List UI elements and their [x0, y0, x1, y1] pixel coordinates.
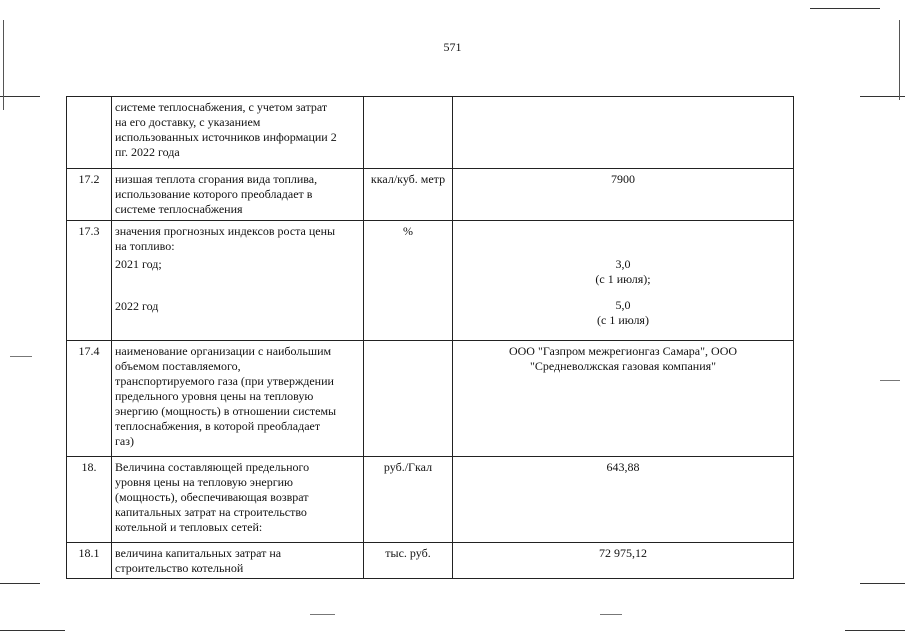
row-name-line: пг. 2022 года [115, 145, 180, 159]
row-value-line: ООО "Газпром межрегионгаз Самара", ООО [508, 344, 738, 358]
row-number-cell: 18.1 [67, 543, 112, 579]
table-row [67, 543, 794, 579]
row-name-cell [112, 341, 364, 457]
scan-speck [10, 356, 32, 357]
row-unit-cell: руб./Гкал [364, 457, 453, 543]
row-value-line: (с 1 июля); [595, 272, 651, 286]
document-table [66, 96, 794, 579]
row-value-cell [453, 97, 794, 169]
scan-speck [310, 614, 335, 615]
row-unit-cell: тыс. руб. [364, 543, 453, 579]
row-name-line: газ) [115, 434, 134, 448]
row-number-cell [67, 97, 112, 169]
scan-edge-line [3, 20, 4, 110]
row-name-cell [112, 457, 364, 543]
row-name-line: использование которого преобладает в [115, 187, 313, 201]
row-number-cell: 17.3 [67, 221, 112, 341]
row-unit-cell [364, 341, 453, 457]
row-name-line: системе теплоснабжения, с учетом затрат [115, 100, 328, 114]
row-name-line: объемом поставляемого, [115, 359, 241, 373]
row-value-cell [453, 169, 794, 221]
scan-speck [600, 614, 622, 615]
row-name-line: энергию (мощность) в отношении системы [115, 404, 337, 418]
row-name-cell [112, 97, 364, 169]
row-name-line: строительство котельной [115, 561, 244, 575]
row-unit-cell: % [364, 221, 453, 341]
row-name-line: системе теплоснабжения [115, 202, 243, 216]
row-unit-cell: ккал/куб. метр [364, 169, 453, 221]
row-name-line: теплоснабжения, в которой преобладает [115, 419, 321, 433]
row-value-line: "Средневолжская газовая компания" [529, 359, 717, 373]
table-row [67, 457, 794, 543]
row-name-cell [112, 221, 364, 341]
scan-edge-line [0, 630, 65, 631]
row-number-cell: 18. [67, 457, 112, 543]
row-name-line: величина капитальных затрат на [115, 546, 282, 560]
row-name-line: низшая теплота сгорания вида топлива, [115, 172, 318, 186]
row-value-line: (с 1 июля) [597, 313, 649, 327]
row-name-line: на его доставку, с указанием [115, 115, 261, 129]
table-row [67, 169, 794, 221]
row-number-cell: 17.2 [67, 169, 112, 221]
row-name-line: Величина составляющей предельного [115, 460, 310, 474]
scan-edge-line [860, 583, 905, 584]
scan-edge-line [899, 20, 900, 100]
row-name-line: уровня цены на тепловую энергию [115, 475, 293, 489]
row-name-cell [112, 169, 364, 221]
row-name-line: предельного уровня цены на тепловую [115, 389, 314, 403]
row-name-line: значения прогнозных индексов роста цены [115, 224, 336, 238]
row-name-line: использованных источников информации 2 [115, 130, 337, 144]
row-name-year-2021: 2021 год; [115, 257, 162, 271]
scan-edge-line [0, 96, 40, 97]
row-value-line: 5,0 [615, 298, 631, 312]
row-value-line: 3,0 [615, 257, 631, 271]
scan-edge-line [0, 583, 40, 584]
row-name-line: на топливо: [115, 239, 175, 253]
scan-edge-line [810, 8, 880, 9]
row-name-line: транспортируемого газа (при утверждении [115, 374, 334, 388]
row-name-line: (мощность), обеспечивающая возврат [115, 490, 309, 504]
row-name-line: наименование организации с наибольшим [115, 344, 332, 358]
table-row [67, 341, 794, 457]
row-value-cell [453, 543, 794, 579]
row-unit-cell [364, 97, 453, 169]
row-name-line: капитальных затрат на строительство [115, 505, 307, 519]
scan-speck [880, 380, 900, 381]
row-name-line: котельной и тепловых сетей: [115, 520, 263, 534]
row-value-cell [453, 341, 794, 457]
row-value-cell [453, 221, 794, 341]
row-value-line: 643,88 [606, 460, 640, 474]
page-number: 571 [443, 40, 462, 54]
row-name-year-2022: 2022 год [115, 299, 159, 313]
scan-edge-line [845, 630, 905, 631]
table-row [67, 221, 794, 341]
row-name-cell [112, 543, 364, 579]
row-number-cell: 17.4 [67, 341, 112, 457]
row-value-cell [453, 457, 794, 543]
row-value-line: 72 975,12 [599, 546, 647, 560]
table-row [67, 97, 794, 169]
row-value-line: 7900 [611, 172, 635, 186]
